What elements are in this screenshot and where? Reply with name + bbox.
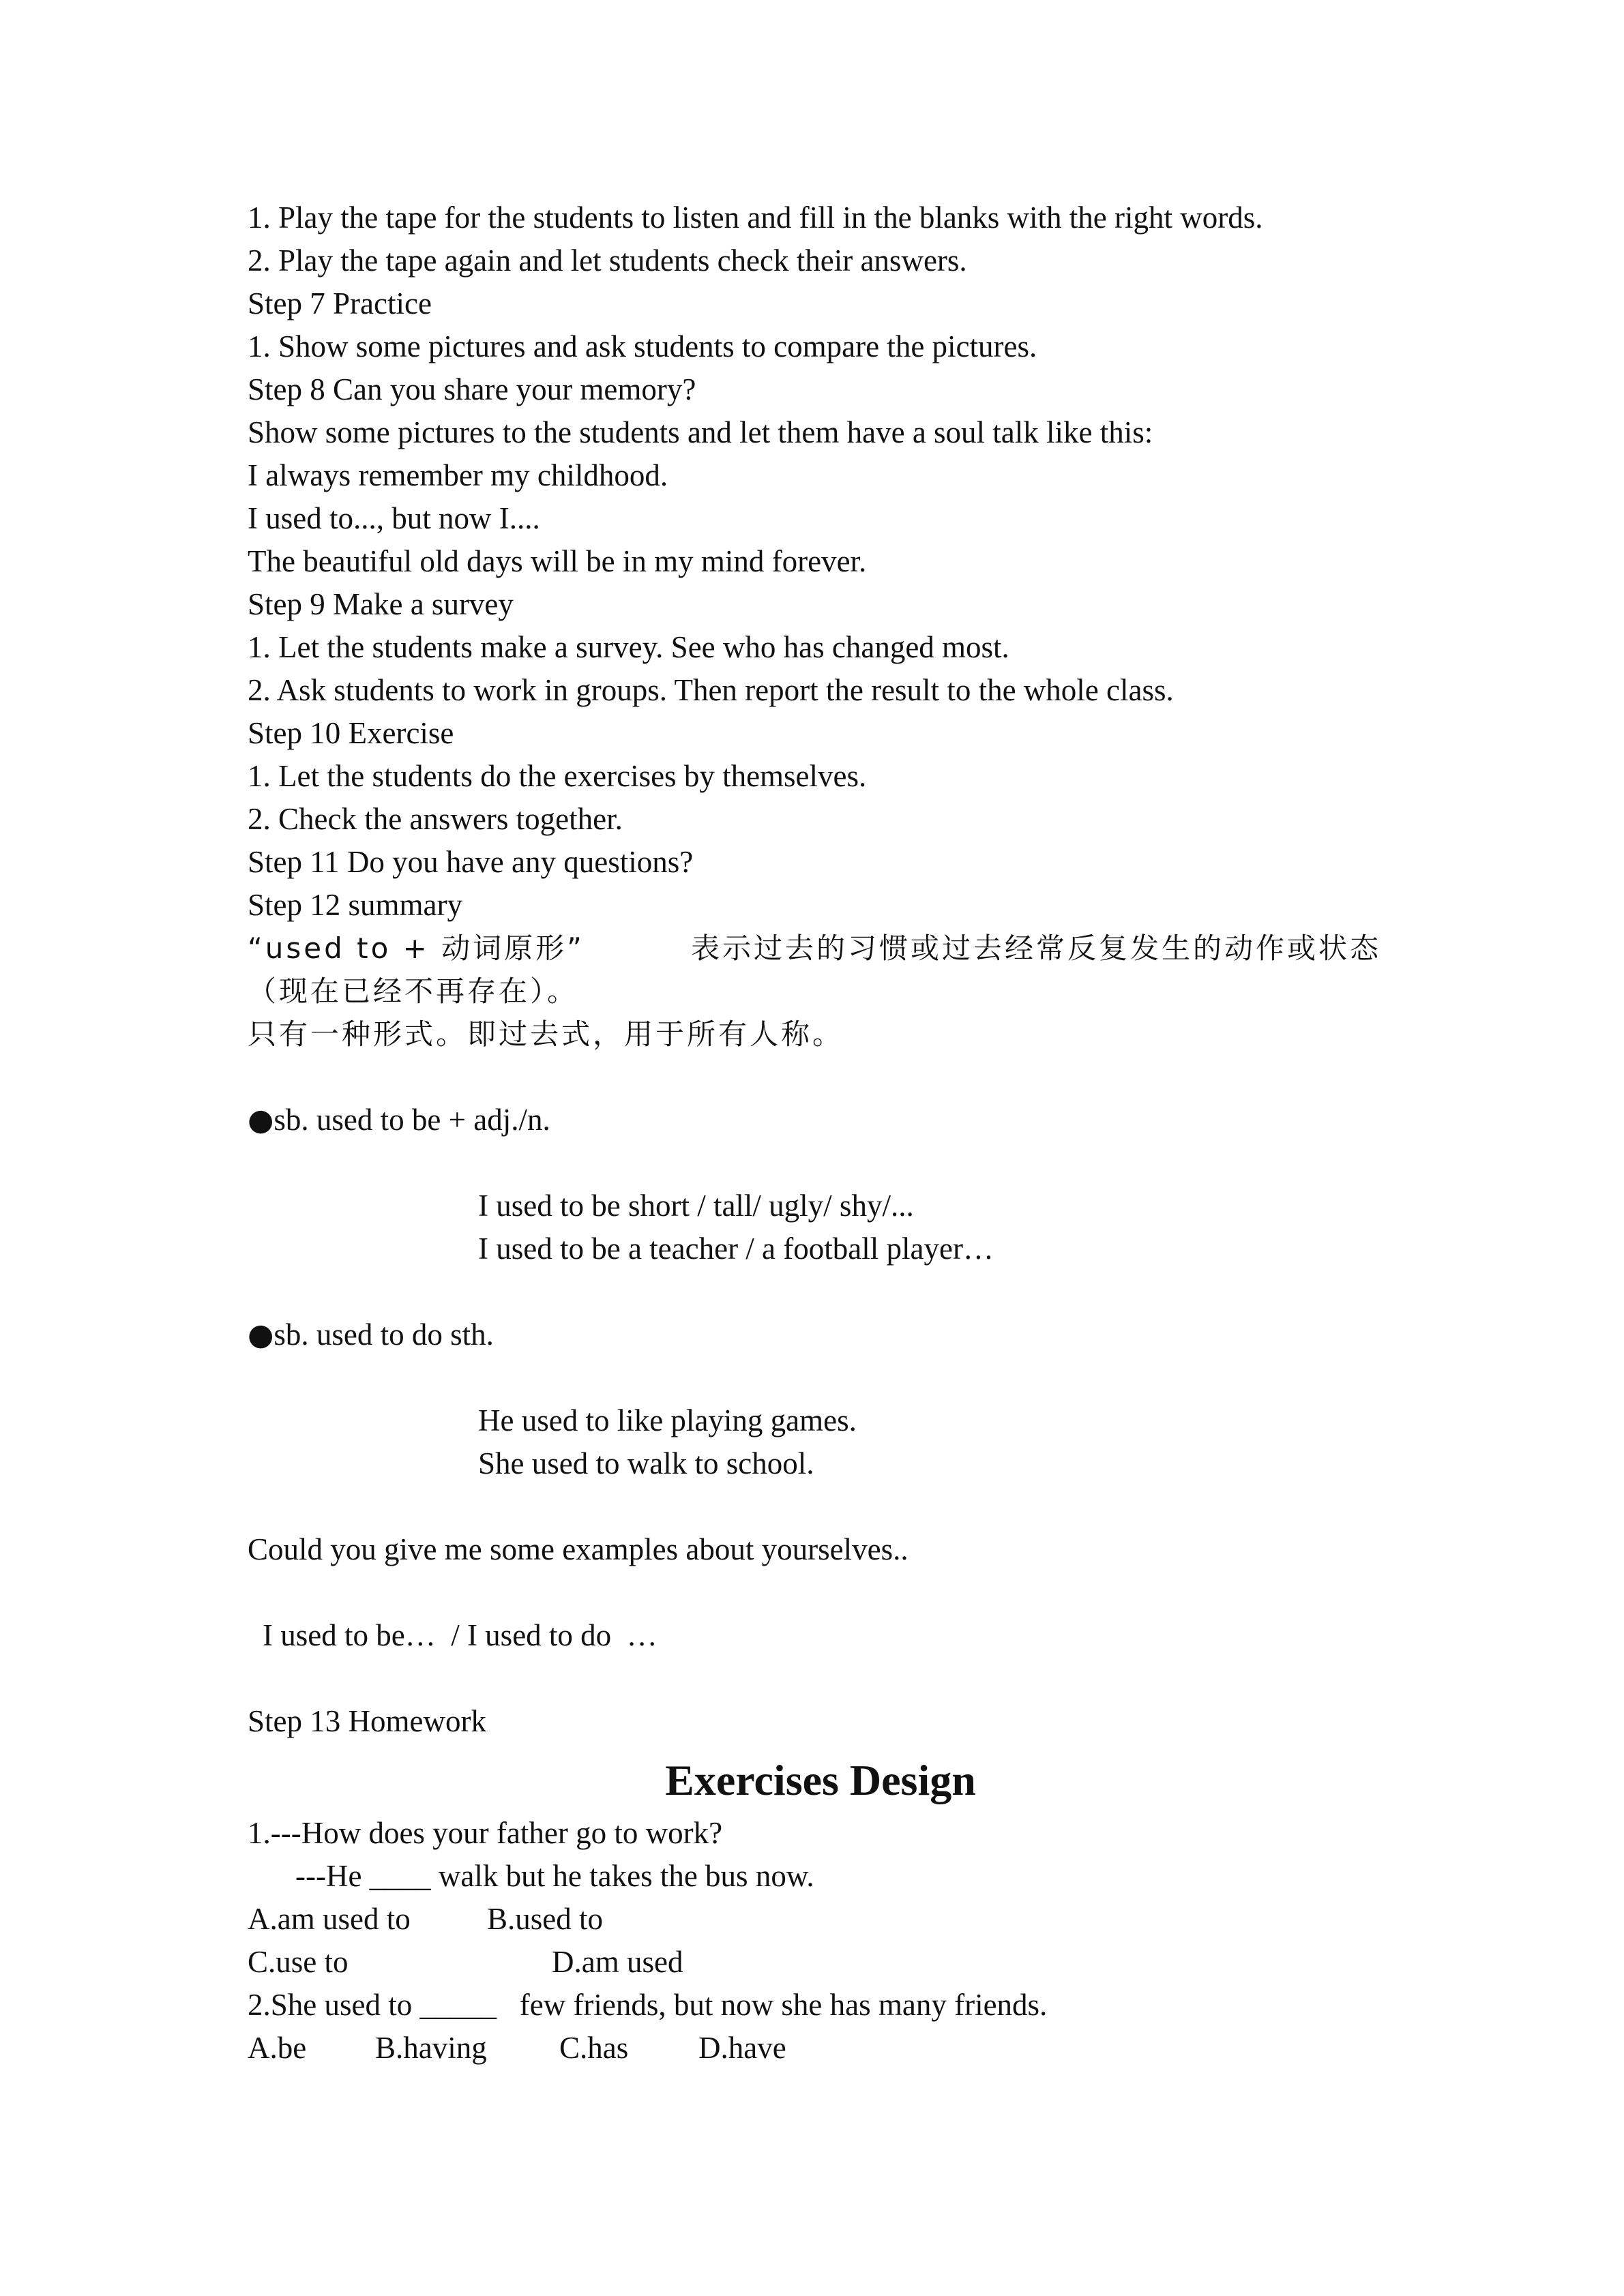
step-line: Show some pictures to the students and let them have a soul talk like this: [248, 415, 1153, 449]
sample-line: I always remember my childhood. [248, 458, 668, 492]
pattern-example: She used to walk to school. [478, 1446, 814, 1480]
step-line: 1. Show some pictures and ask students to compare the pictures. [248, 329, 1037, 363]
option-c: C.use to [248, 1945, 349, 1979]
prompt-example: I used to be… / I used to do … [263, 1618, 658, 1652]
summary-form: 只有一种形式。即过去式，用于所有人称。 [248, 1017, 844, 1051]
option-c: C.has [559, 2031, 629, 2065]
sample-line: The beautiful old days will be in my mind forever. [248, 544, 867, 578]
step-heading: Step 9 Make a survey [248, 587, 514, 621]
option-b: B.used to [487, 1902, 604, 1936]
pattern-text: sb. used to be + adj./n. [274, 1103, 550, 1137]
summary-formula: “used to + 动词原形” [248, 931, 585, 965]
step-heading: Step 7 Practice [248, 286, 432, 320]
summary-rule [248, 927, 1393, 970]
option-b: B.having [375, 2031, 487, 2065]
question-answer-line: ---He ____ walk but he takes the bus now. [295, 1859, 814, 1893]
step-heading: Step 11 Do you have any questions? [248, 845, 694, 879]
prompt-line: Could you give me some examples about yourselves.. [248, 1532, 909, 1566]
summary-note: （现在已经不再存在）。 [248, 974, 579, 1008]
step-heading: Step 10 Exercise [248, 716, 454, 750]
bullet-icon: ● [248, 1103, 274, 1137]
lesson-plan-body [248, 196, 1393, 2070]
option-row [248, 2027, 1393, 2070]
step-line: 2. Ask students to work in groups. Then report the result to the whole class. [248, 673, 1174, 707]
sample-line: I used to..., but now I.... [248, 501, 540, 535]
step-heading: Step 8 Can you share your memory? [248, 372, 696, 406]
step-line: 2. Check the answers together. [248, 802, 623, 836]
pattern-label [248, 1099, 1393, 1142]
option-a: A.be [248, 2031, 307, 2065]
pattern-example: He used to like playing games. [478, 1403, 857, 1437]
step-line: 1. Play the tape for the students to listen and fill in the blanks with the right words. [248, 200, 1263, 235]
homework-heading: Step 13 Homework [248, 1704, 486, 1738]
step-line: 1. Let the students make a survey. See who has changed most. [248, 630, 1009, 664]
exercises-title: Exercises Design [665, 1756, 976, 1804]
step-heading: Step 12 summary [248, 888, 462, 922]
option-a: A.am used to [248, 1902, 411, 1936]
summary-meaning: 表示过去的习惯或过去经常反复发生的动作或状态 [690, 931, 1381, 965]
bullet-icon: ● [248, 1317, 274, 1352]
question-text: 2.She used to _____ few friends, but now she has many friends. [248, 1988, 1048, 2022]
option-d: D.am used [552, 1945, 683, 1979]
question-text: 1.---How does your father go to work? [248, 1816, 723, 1850]
option-d: D.have [698, 2031, 786, 2065]
pattern-text: sb. used to do sth. [274, 1317, 494, 1352]
option-row [248, 1898, 1393, 1941]
pattern-example: I used to be a teacher / a football player… [478, 1232, 994, 1266]
pattern-label [248, 1313, 1393, 1356]
pattern-example: I used to be short / tall/ ugly/ shy/... [478, 1189, 914, 1223]
option-row [248, 1941, 1393, 1984]
step-line: 1. Let the students do the exercises by themselves. [248, 759, 867, 793]
step-line: 2. Play the tape again and let students check their answers. [248, 243, 967, 278]
